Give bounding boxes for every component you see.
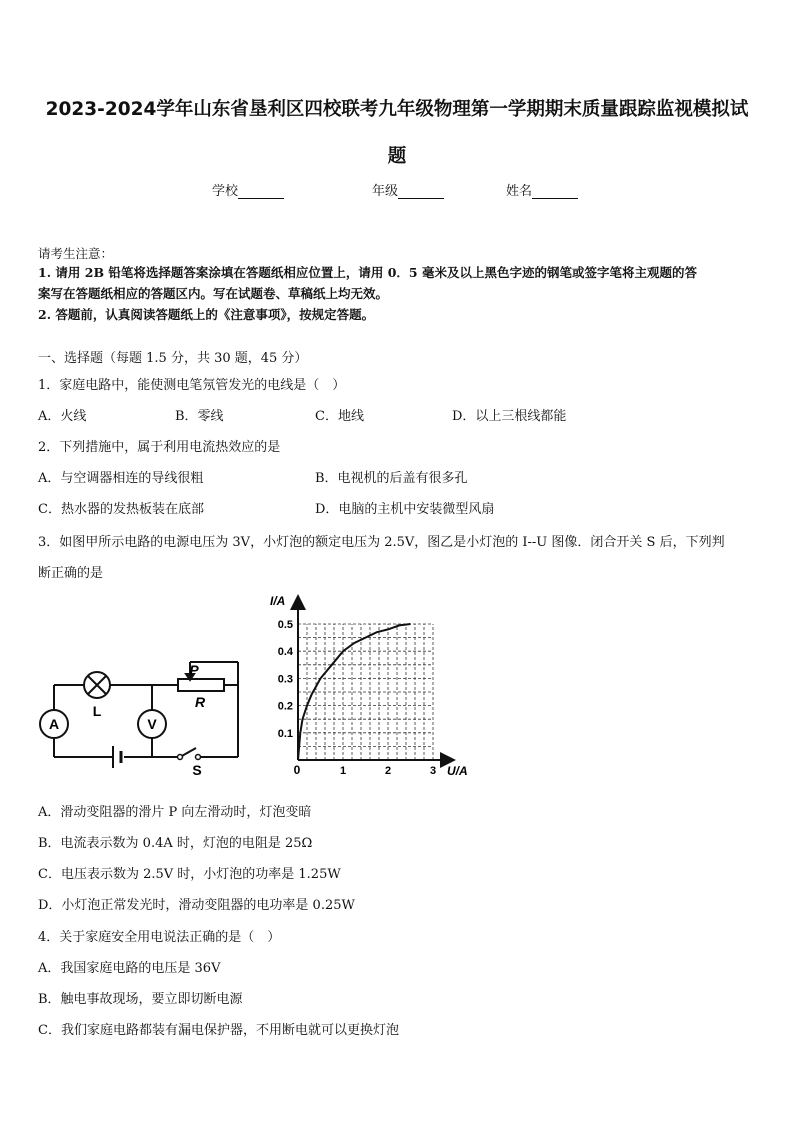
x-axis-label: U/A (447, 764, 468, 778)
q3-option-d[interactable]: D．小灯泡正常发光时，滑动变阻器的电功率是 0.25W (38, 898, 355, 913)
lamp-icon (84, 672, 110, 698)
x-tick-label: 1 (339, 765, 347, 777)
y-tick-label: 0.5 (277, 619, 293, 631)
notice-item-2: 2. 答题前，认真阅读答题纸上的《注意事项》，按规定答题。 (38, 307, 375, 322)
question-3-stem-line2: 断正确的是 (38, 566, 104, 581)
x-tick-label: 3 (429, 765, 437, 777)
notice-title: 请考生注意： (38, 246, 114, 261)
question-3-stem-line1: 3．如图甲所示电路的电源电压为 3V，小灯泡的额定电压为 2.5V，图乙是小灯泡的 I--U 图像．闭合开关 S 后，下列判 (38, 535, 725, 550)
circuit-diagram (36, 650, 246, 780)
q4-option-c[interactable]: C．我们家庭电路都装有漏电保护器，不用断电就可以更换灯泡 (38, 1023, 399, 1038)
ammeter-label: A (48, 716, 60, 732)
iu-chart (255, 588, 475, 783)
q2-option-b[interactable]: B．电视机的后盖有很多孔 (315, 471, 468, 486)
rheostat-label: R (194, 694, 206, 710)
school-blank[interactable] (238, 185, 284, 199)
q1-option-d[interactable]: D．以上三根线都能 (452, 409, 567, 424)
q4-option-b[interactable]: B．触电事故现场，要立即切断电源 (38, 992, 243, 1007)
y-tick-label: 0.1 (277, 727, 293, 740)
switch-label: S (192, 762, 202, 778)
q1-option-b[interactable]: B．零线 (175, 409, 224, 424)
grade-label: 年级 (372, 184, 399, 199)
page-title (30, 86, 764, 180)
question-1-stem: 1．家庭电路中，能使测电笔氖管发光的电线是（ ） (38, 378, 346, 393)
name-blank[interactable] (532, 185, 578, 199)
question-2-stem: 2．下列措施中，属于利用电流热效应的是 (38, 440, 281, 455)
school-field[interactable] (212, 180, 284, 199)
q2-option-a[interactable]: A．与空调器相连的导线很粗 (38, 471, 204, 486)
y-tick-label: 0.4 (277, 646, 293, 659)
name-label: 姓名 (506, 184, 533, 199)
lamp-label: L (92, 703, 102, 719)
title-line-1: 2023-2024学年山东省垦利区四校联考九年级物理第一学期期末质量跟踪监视模拟试 (45, 99, 749, 120)
origin-label: 0 (293, 763, 301, 777)
notice-item-1a: 1. 请用 2B 铅笔将选择题答案涂填在答题纸相应位置上，请用 0．5 毫米及以上黑色字迹的钢笔或签字笔将主观题的答 (38, 265, 697, 280)
grade-blank[interactable] (398, 185, 444, 199)
question-4-stem: 4．关于家庭安全用电说法正确的是（ ） (38, 930, 281, 945)
title-line-2: 题 (387, 146, 407, 167)
y-tick-label: 0.3 (277, 673, 293, 686)
q3-option-a[interactable]: A．滑动变阻器的滑片 P 向左滑动时，灯泡变暗 (38, 805, 312, 820)
q3-option-c[interactable]: C．电压表示数为 2.5V 时，小灯泡的功率是 1.25W (38, 867, 341, 882)
notice-item-1b: 案写在答题纸相应的答题区内。写在试题卷、草稿纸上均无效。 (38, 286, 389, 301)
voltmeter-label: V (147, 716, 157, 732)
q4-option-a[interactable]: A．我国家庭电路的电压是 36V (38, 961, 221, 976)
slider-label: P (189, 662, 199, 678)
q1-option-a[interactable]: A．火线 (38, 409, 87, 424)
y-tick-label: 0.2 (277, 700, 293, 713)
section-heading: 一、选择题（每题 1.5 分，共 30 题，45 分） (38, 351, 308, 366)
x-tick-label: 2 (384, 765, 392, 777)
q1-option-c[interactable]: C．地线 (315, 409, 364, 424)
q2-option-d[interactable]: D．电脑的主机中安装微型风扇 (315, 502, 495, 517)
q2-option-c[interactable]: C．热水器的发热板装在底部 (38, 502, 204, 517)
name-field[interactable] (506, 180, 578, 199)
y-axis-label: I/A (270, 594, 286, 608)
grade-field[interactable] (372, 180, 444, 199)
school-label: 学校 (212, 184, 239, 199)
q3-option-b[interactable]: B．电流表示数为 0.4A 时，灯泡的电阻是 25Ω (38, 836, 313, 851)
